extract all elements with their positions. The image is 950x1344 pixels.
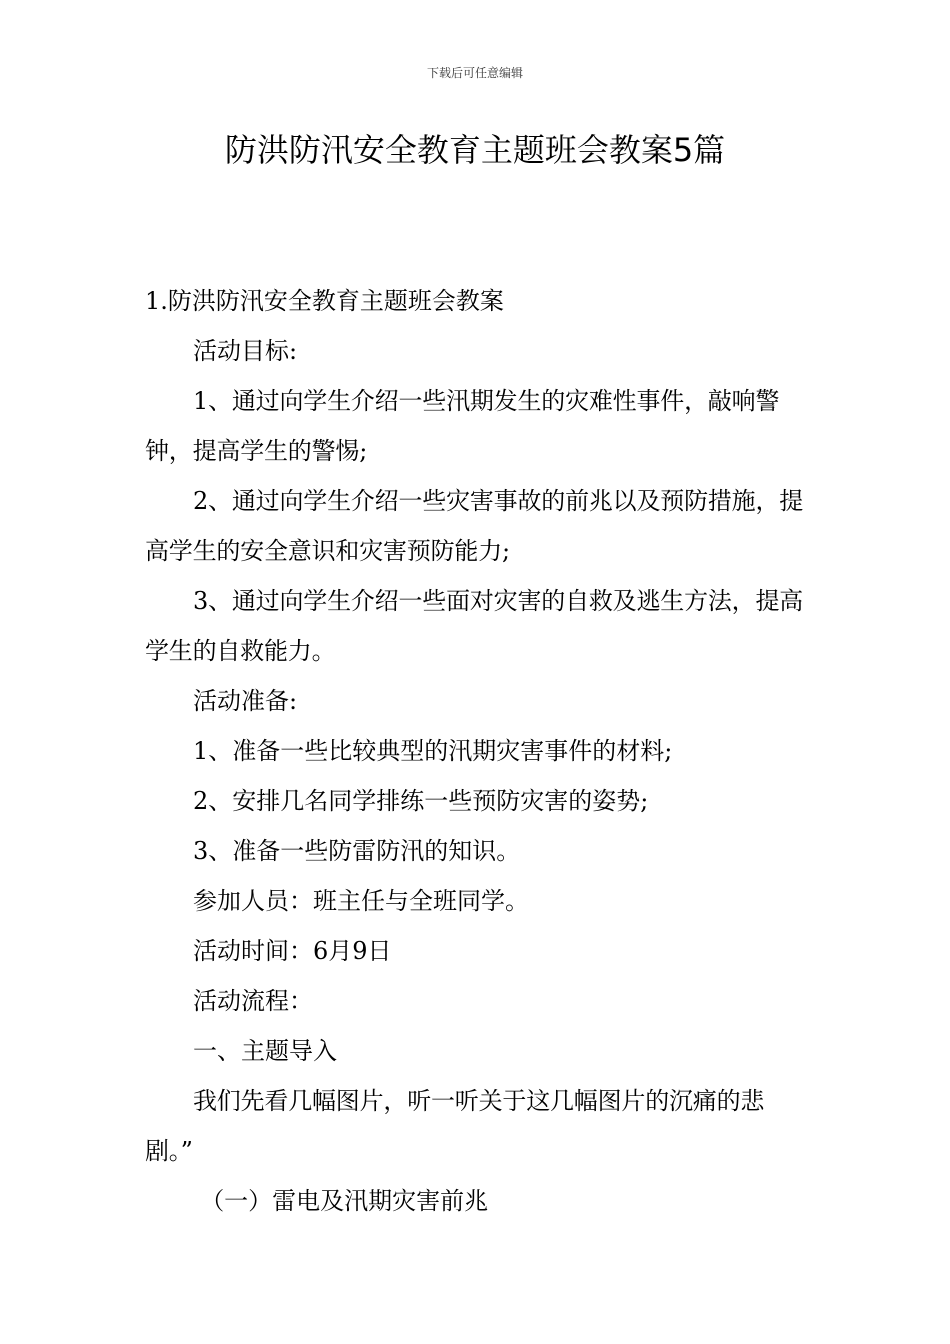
participants-line: 参加人员：班主任与全班同学。 [193,887,529,915]
intro-paragraph: 我们先看几幅图片，听一听关于这几幅图片的沉痛的悲剧。” [145,1087,765,1165]
header-note: 下载后可任意编辑 [426,66,523,80]
goal-item-2: 2、通过向学生介绍一些灾害事故的前兆以及预防措施，提高学生的安全意识和灾害预防能力; [145,487,804,565]
prep-heading: 活动准备: [193,687,298,715]
goal-item-3: 3、通过向学生介绍一些面对灾害的自救及逃生方法，提高学生的自救能力。 [145,587,804,665]
document-body [145,276,810,1226]
goal-item-1: 1、通过向学生介绍一些汛期发生的灾难性事件，敲响警钟，提高学生的警惕; [145,387,780,465]
sub-heading-1: （一）雷电及汛期灾害前兆 [200,1187,489,1215]
section-heading: 1.防洪防汛安全教育主题班会教案 [145,287,504,315]
document-title: 防洪防汛安全教育主题班会教案5篇 [224,131,726,169]
prep-item-1: 1、准备一些比较典型的汛期灾害事件的材料; [193,737,673,765]
part-heading-1: 一、主题导入 [193,1037,337,1065]
prep-item-3: 3、准备一些防雷防汛的知识。 [193,837,521,865]
time-line: 活动时间：6月9日 [193,937,392,965]
prep-item-2: 2、安排几名同学排练一些预防灾害的姿势; [193,787,649,815]
goals-heading: 活动目标: [193,337,298,365]
process-heading: 活动流程： [193,987,313,1015]
